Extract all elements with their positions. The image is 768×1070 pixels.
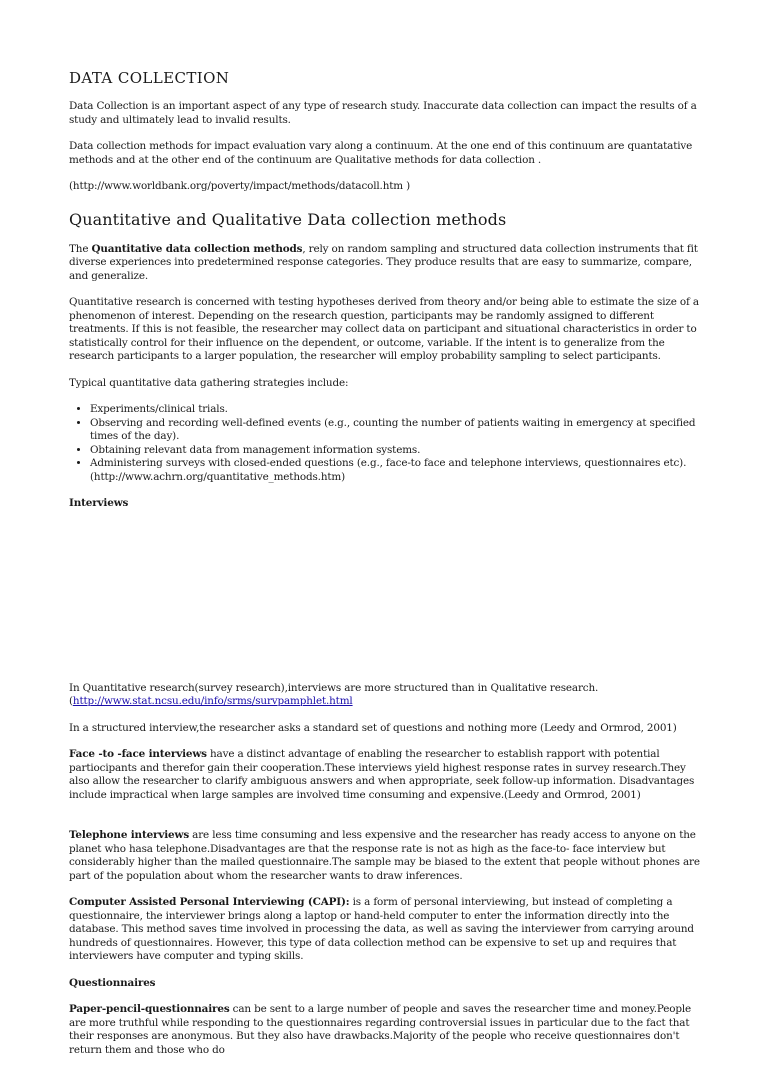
list-item: • Observing and recording well-defined events (e.g., counting the number of patients waiting in emergency at specified times of the day). (90, 417, 703, 444)
interviews-structured-text: In Quantitative research(survey research),interviews are more structured than in Qualitative research. (69, 681, 599, 694)
capi-term: Computer Assisted Personal Interviewing (CAPI): (69, 896, 350, 908)
quant-prefix: The (69, 242, 92, 255)
telephone-paragraph (69, 829, 703, 883)
capi-paragraph (69, 896, 703, 964)
continuum-paragraph: Data collection methods for impact evaluation vary along a continuum. At the one end of this continuum are quantatative methods and at the other end of the continuum are Qualitative methods for data collection . (69, 140, 693, 166)
paper-pencil-text: can be sent to a large number of people and saves the researcher time and money.People are more truthful while responding to the questionnaires regarding controversial issues in particular due to the fact that their responses are anonymous. But they also have drawbacks.Majority of the people who receive questionnaires don't return them and those who do (69, 1003, 692, 1056)
list-item: • Experiments/clinical trials. (90, 403, 703, 417)
worldbank-reference: (http://www.worldbank.org/poverty/impact/methods/datacoll.htm ) (69, 180, 411, 192)
telephone-term: Telephone interviews (69, 829, 190, 841)
face-to-face-paragraph (69, 748, 703, 802)
list-item: • Administering surveys with closed-ended questions (e.g., face-to face and telephone interviews, questionnaires etc). (http://www.achrn.org/quantitative_methods.htm) (90, 457, 703, 484)
strategies-list (69, 403, 703, 484)
face-to-face-term: Face -to -face interviews (69, 748, 207, 760)
questionnaires-heading: Questionnaires (69, 976, 156, 989)
quantitative-research-paragraph: Quantitative research is concerned with testing hypotheses derived from theory and/or being able to estimate the size of a phenomenon of interest. Depending on the research question, participants may be randomly assigned to different treatments. If this is not feasible, the researcher may collect data on participant and situational characteristics in order to statistically control for their influence on the dependent, or outcome, variable. If the intent is to generalize from the research participants to a larger population, the researcher will employ probability sampling to select participants. (69, 296, 699, 362)
interviews-heading: Interviews (69, 497, 129, 509)
document-page (69, 68, 703, 1070)
capi-text: is a form of personal interviewing, but instead of completing a questionnaire, the interviewer brings along a laptop or hand-held computer to enter the information directly into the database. This method saves time involved in processing the data, as well as saving the interviewer from carrying around hundreds of questionnaires. However, this type of data collection method can be expensive to set up and requires that interviewers have computer and typing skills. (69, 896, 694, 962)
face-to-face-text: have a distinct advantage of enabling the researcher to establish rapport with potential partiocipants and therefor gain their cooperation.These interviews yield highest response rates in survey research.They also allow the researcher to clarify ambiguous answers and when appropriate, seek follow-up information. Disadvantages include impractical when large samples are involved time consuming and expensive.(Leedy and Ormrod, 2001) (69, 748, 695, 801)
structured-interview-paragraph: In a structured interview,the researcher asks a standard set of questions and nothing more (Leedy and Ormrod, 2001) (69, 721, 677, 734)
interviews-structured-paragraph (69, 682, 703, 709)
quantitative-methods-paragraph (69, 243, 703, 284)
link-open-paren: ( (69, 695, 73, 707)
paper-pencil-paragraph (69, 1003, 703, 1057)
strategies-intro: Typical quantitative data gathering strategies include: (69, 376, 349, 389)
paper-pencil-term: Paper-pencil-questionnaires (69, 1003, 230, 1015)
document-title: DATA COLLECTION (69, 69, 230, 87)
quant-rest: , rely on random sampling and structured data collection instruments that fit diverse experiences into predetermined response categories. They produce results that are easy to summarize, compare, and generalize. (69, 242, 698, 282)
telephone-text: are less time consuming and less expensive and the researcher has ready access to anyone on the planet who hasa telephone.Disadvantages are that the response rate is not as high as the face-to- face interview but considerably higher than the mailed questionnaire.The sample may be biased to the extent that people without phones are part of the population about whom the researcher wants to draw inferences. (69, 829, 700, 882)
list-item: • Obtaining relevant data from management information systems. (90, 444, 703, 458)
intro-paragraph: Data Collection is an important aspect of any type of research study. Inaccurate data collection can impact the results of a study and ultimately lead to invalid results. (69, 100, 697, 126)
blank-spacer (69, 815, 703, 829)
image-placeholder (69, 524, 703, 682)
survey-pamphlet-link[interactable]: http://www.stat.ncsu.edu/info/srms/survpamphlet.html (72, 695, 353, 707)
section-heading: Quantitative and Qualitative Data collection methods (69, 209, 507, 229)
quant-bold-term: Quantitative data collection methods (91, 242, 303, 255)
